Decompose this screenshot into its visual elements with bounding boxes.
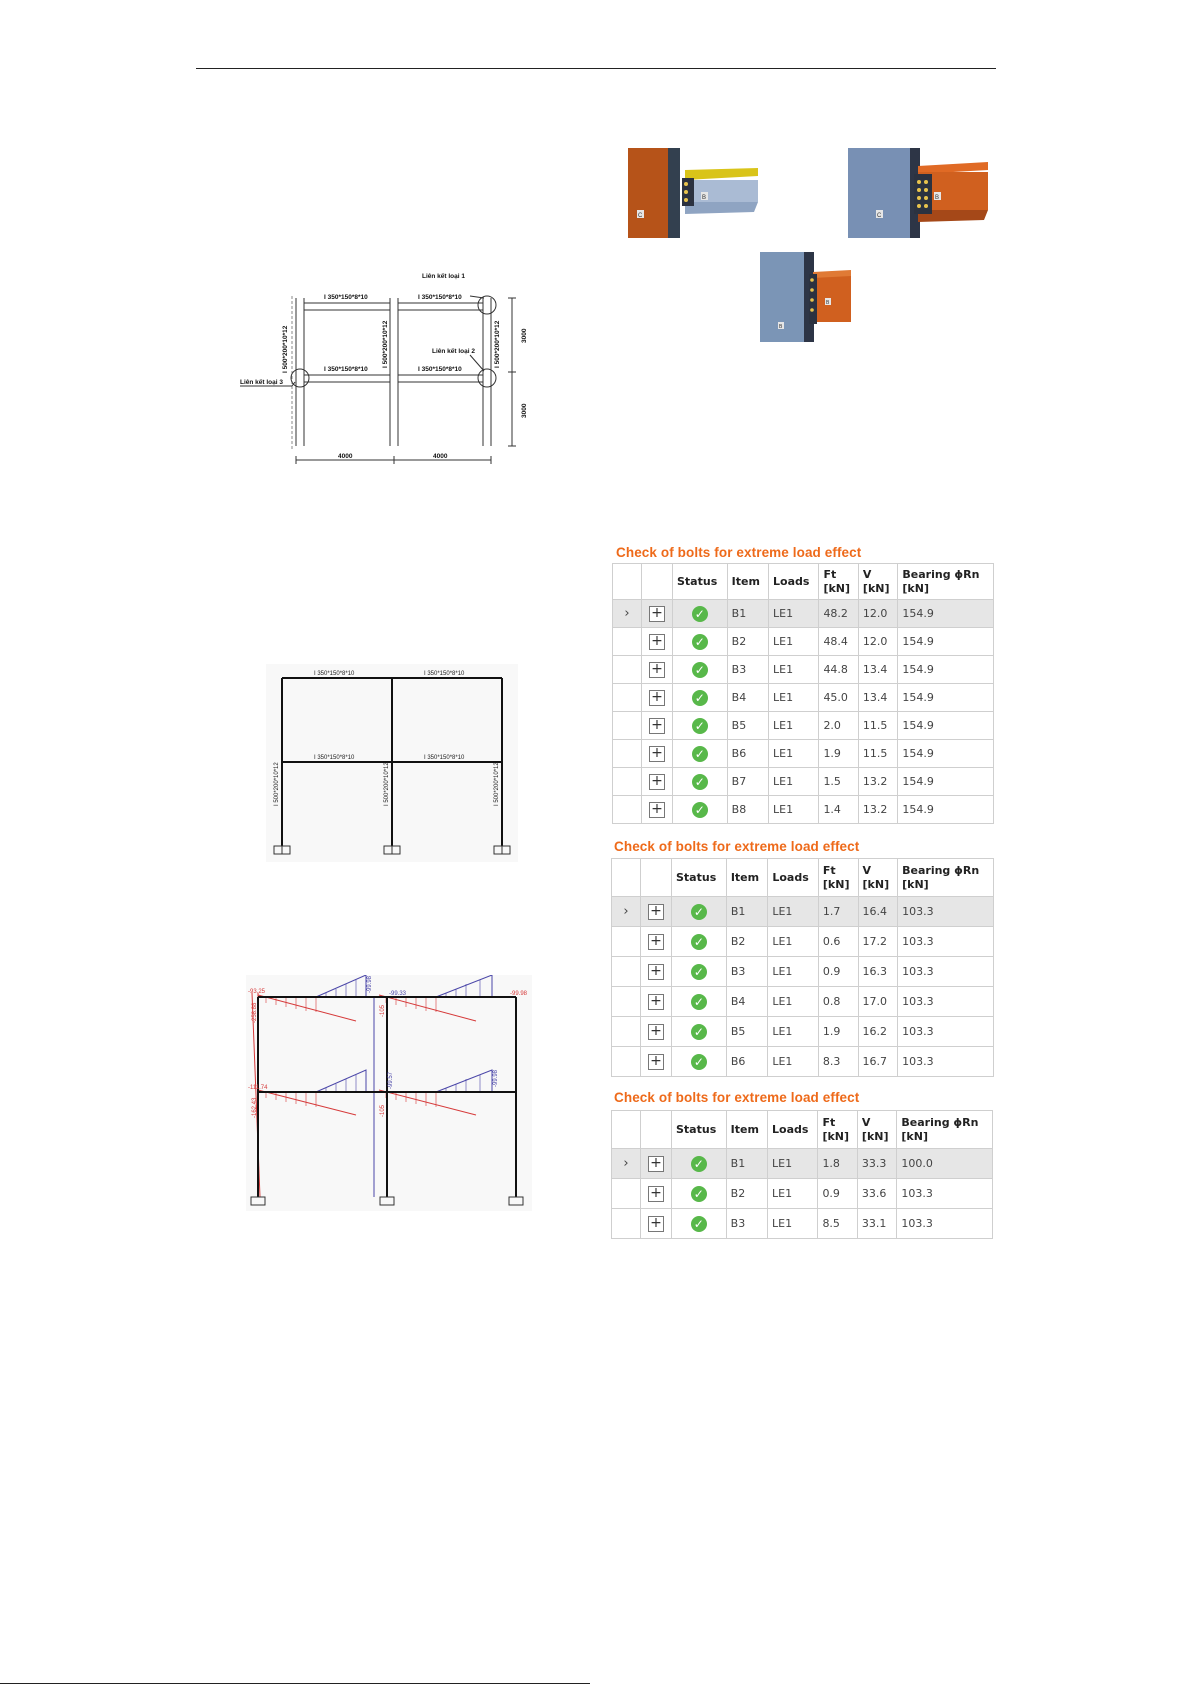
moment-value: -99.98 <box>493 1069 499 1087</box>
v-cell: 11.5 <box>858 712 897 740</box>
height-dimension: 3000 <box>521 328 528 343</box>
column-label: I 500*200*10*12 <box>274 762 280 806</box>
expand-cell[interactable] <box>642 684 673 712</box>
v-cell: 11.5 <box>858 740 897 768</box>
ft-cell: 0.9 <box>818 957 858 987</box>
header-ft: Ft [kN] <box>818 859 858 897</box>
height-dimension: 3000 <box>521 403 528 418</box>
v-cell: 33.6 <box>857 1179 896 1209</box>
plus-box-icon[interactable]: + <box>649 690 665 706</box>
header-arrow <box>613 564 642 600</box>
member-label: B <box>779 324 783 330</box>
moment-value: -99.98 <box>367 975 373 993</box>
status-cell <box>672 897 727 927</box>
loads-cell: LE1 <box>769 768 819 796</box>
v-cell: 12.0 <box>858 628 897 656</box>
header-status: Status <box>672 859 727 897</box>
beam-label: I 350*150*8*10 <box>418 294 462 301</box>
item-cell: B4 <box>726 987 768 1017</box>
expand-cell[interactable] <box>642 628 673 656</box>
check-circle-icon: ✓ <box>691 1024 707 1040</box>
item-cell: B3 <box>727 656 768 684</box>
item-cell: B5 <box>727 712 768 740</box>
check-circle-icon: ✓ <box>692 606 708 622</box>
loads-cell: LE1 <box>769 628 819 656</box>
bolt-check-table <box>611 858 994 1077</box>
check-circle-icon: ✓ <box>692 802 708 818</box>
table-row[interactable] <box>612 987 994 1017</box>
bearing-cell: 154.9 <box>898 712 994 740</box>
row-pointer-cell <box>613 684 642 712</box>
table-row[interactable] <box>613 684 994 712</box>
check-circle-icon: ✓ <box>691 1186 707 1202</box>
check-circle-icon: ✓ <box>691 934 707 950</box>
expand-cell[interactable] <box>641 957 672 987</box>
beam-label: I 350*150*8*10 <box>324 294 368 301</box>
bearing-cell: 154.9 <box>898 796 994 824</box>
member-label: B <box>935 195 940 201</box>
header-v: V [kN] <box>857 1111 896 1149</box>
plus-box-icon[interactable]: + <box>649 606 665 622</box>
expand-cell[interactable] <box>641 1017 672 1047</box>
header-status: Status <box>673 564 728 600</box>
loads-cell: LE1 <box>768 987 819 1017</box>
expand-cell[interactable] <box>642 656 673 684</box>
check-circle-icon: ✓ <box>691 1054 707 1070</box>
v-cell: 17.2 <box>858 927 898 957</box>
plus-box-icon[interactable]: + <box>648 1216 664 1232</box>
bearing-cell: 103.3 <box>897 1209 993 1239</box>
check-circle-icon: ✓ <box>691 1156 707 1172</box>
moment-value: -258.88 <box>252 1002 258 1023</box>
moment-value: -162.43 <box>252 1097 258 1118</box>
bearing-cell: 154.9 <box>898 768 994 796</box>
expand-cell[interactable] <box>642 740 673 768</box>
table-row[interactable] <box>613 628 994 656</box>
row-pointer-cell <box>613 796 642 824</box>
item-cell: B2 <box>726 1179 767 1209</box>
row-pointer-cell <box>613 656 642 684</box>
item-cell: B5 <box>726 1017 768 1047</box>
v-cell: 13.2 <box>858 796 897 824</box>
check-circle-icon: ✓ <box>692 746 708 762</box>
footer-rule <box>0 1683 590 1684</box>
item-cell: B4 <box>727 684 768 712</box>
bearing-cell: 154.9 <box>898 628 994 656</box>
loads-cell: LE1 <box>768 957 819 987</box>
status-cell <box>673 628 728 656</box>
plus-box-icon[interactable]: + <box>648 964 664 980</box>
header-loads: Loads <box>768 1111 818 1149</box>
column-label: I 500*200*10*12 <box>494 320 501 368</box>
check-circle-icon: ✓ <box>692 690 708 706</box>
expand-cell[interactable] <box>641 987 672 1017</box>
plus-box-icon[interactable]: + <box>649 634 665 650</box>
row-pointer-cell <box>612 1017 641 1047</box>
plus-box-icon[interactable]: + <box>648 1024 664 1040</box>
status-cell <box>673 768 728 796</box>
loads-cell: LE1 <box>769 796 819 824</box>
header-ft: Ft [kN] <box>818 1111 857 1149</box>
table-title: Check of bolts for extreme load effect <box>614 1090 860 1105</box>
moment-value: -99.33 <box>389 991 407 997</box>
ft-cell: 2.0 <box>819 712 858 740</box>
moment-value: -99.57 <box>388 1071 394 1089</box>
header-expand <box>641 859 672 897</box>
expand-cell[interactable] <box>641 1149 672 1179</box>
bearing-cell: 100.0 <box>897 1149 993 1179</box>
row-pointer-cell <box>612 927 641 957</box>
status-cell <box>673 740 728 768</box>
v-cell: 16.3 <box>858 957 898 987</box>
check-circle-icon: ✓ <box>691 1216 707 1232</box>
header-v: V [kN] <box>858 859 898 897</box>
bolt-check-table <box>611 1110 993 1239</box>
plus-box-icon[interactable]: + <box>648 904 664 920</box>
moment-diagram <box>246 975 532 1211</box>
status-cell <box>672 957 727 987</box>
header-arrow <box>612 1111 641 1149</box>
row-pointer-cell <box>612 897 641 927</box>
table-row[interactable] <box>613 600 994 628</box>
plus-box-icon[interactable]: + <box>649 774 665 790</box>
connection-label: Liên kết loại 1 <box>422 273 465 280</box>
v-cell: 17.0 <box>858 987 898 1017</box>
member-label: B <box>826 300 830 306</box>
loads-cell: LE1 <box>769 740 819 768</box>
column-label: I 500*200*10*12 <box>282 325 289 373</box>
moment-value: -93.25 <box>248 989 266 995</box>
check-circle-icon: ✓ <box>692 634 708 650</box>
loads-cell: LE1 <box>768 897 819 927</box>
expand-cell[interactable] <box>641 897 672 927</box>
status-cell <box>672 987 727 1017</box>
header-expand <box>641 1111 672 1149</box>
frame-model-drawing <box>266 664 518 862</box>
status-cell <box>673 712 728 740</box>
header-bearing: Bearing ϕRn [kN] <box>897 1111 993 1149</box>
bearing-cell: 154.9 <box>898 600 994 628</box>
expand-cell[interactable] <box>642 600 673 628</box>
beam-label: I 350*150*8*10 <box>424 671 465 677</box>
status-cell <box>673 684 728 712</box>
table-title: Check of bolts for extreme load effect <box>616 545 862 560</box>
plus-box-icon[interactable]: + <box>649 746 665 762</box>
expand-cell[interactable] <box>642 712 673 740</box>
ft-cell: 8.3 <box>818 1047 858 1077</box>
header-item: Item <box>726 1111 767 1149</box>
expand-cell[interactable] <box>641 1209 672 1239</box>
beam-label: I 350*150*8*10 <box>324 366 368 373</box>
ft-cell: 1.5 <box>819 768 858 796</box>
span-dimension: 4000 <box>338 453 353 460</box>
ft-cell: 0.9 <box>818 1179 857 1209</box>
row-pointer-cell <box>613 740 642 768</box>
header-item: Item <box>727 564 768 600</box>
item-cell: B3 <box>726 1209 767 1239</box>
bearing-cell: 103.3 <box>898 987 994 1017</box>
header-bearing: Bearing ϕRn [kN] <box>898 859 994 897</box>
row-pointer-cell <box>612 987 641 1017</box>
v-cell: 13.4 <box>858 656 897 684</box>
ft-cell: 1.8 <box>818 1149 857 1179</box>
table-row[interactable] <box>612 1179 993 1209</box>
status-cell <box>673 796 728 824</box>
table-row[interactable] <box>613 740 994 768</box>
ft-cell: 1.7 <box>818 897 858 927</box>
v-cell: 13.2 <box>858 768 897 796</box>
beam-label: I 350*150*8*10 <box>424 755 465 761</box>
beam-label: I 350*150*8*10 <box>418 366 462 373</box>
check-circle-icon: ✓ <box>691 904 707 920</box>
ft-cell: 0.8 <box>818 987 858 1017</box>
bearing-cell: 103.3 <box>898 927 994 957</box>
chevron-right-icon: › <box>623 1156 629 1171</box>
ft-cell: 44.8 <box>819 656 858 684</box>
status-cell <box>672 1209 727 1239</box>
status-cell <box>672 927 727 957</box>
moment-value: -111.74 <box>248 1085 268 1091</box>
v-cell: 16.4 <box>858 897 898 927</box>
loads-cell: LE1 <box>769 600 819 628</box>
expand-cell[interactable] <box>641 1179 672 1209</box>
row-pointer-cell <box>613 600 642 628</box>
ft-cell: 48.2 <box>819 600 858 628</box>
moment-value: -105 <box>380 1104 386 1117</box>
header-bearing: Bearing ϕRn [kN] <box>898 564 994 600</box>
check-circle-icon: ✓ <box>691 964 707 980</box>
table-row[interactable] <box>612 1149 993 1179</box>
check-circle-icon: ✓ <box>692 662 708 678</box>
bearing-cell: 103.3 <box>898 897 994 927</box>
plus-box-icon[interactable]: + <box>648 1054 664 1070</box>
status-cell <box>672 1149 727 1179</box>
frame-detail-drawing <box>240 268 540 470</box>
v-cell: 33.1 <box>857 1209 896 1239</box>
bearing-cell: 103.3 <box>898 1017 994 1047</box>
item-cell: B6 <box>726 1047 768 1077</box>
header-expand <box>642 564 673 600</box>
item-cell: B1 <box>726 1149 767 1179</box>
row-pointer-cell <box>612 1209 641 1239</box>
item-cell: B2 <box>726 927 768 957</box>
member-label: C <box>877 213 882 219</box>
loads-cell: LE1 <box>769 712 819 740</box>
plus-box-icon[interactable]: + <box>649 802 665 818</box>
plus-box-icon[interactable]: + <box>648 934 664 950</box>
bearing-cell: 154.9 <box>898 740 994 768</box>
bearing-cell: 103.3 <box>898 957 994 987</box>
table-row[interactable] <box>613 712 994 740</box>
bearing-cell: 154.9 <box>898 684 994 712</box>
beam-label: I 350*150*8*10 <box>314 671 355 677</box>
moment-value: -105 <box>380 1004 386 1017</box>
table-row[interactable] <box>612 1047 994 1077</box>
header-v: V [kN] <box>858 564 897 600</box>
plus-box-icon[interactable]: + <box>648 1186 664 1202</box>
item-cell: B1 <box>727 600 768 628</box>
header-loads: Loads <box>768 859 819 897</box>
header-status: Status <box>672 1111 727 1149</box>
bearing-cell: 103.3 <box>897 1179 993 1209</box>
connection-renders <box>628 148 988 343</box>
ft-cell: 1.9 <box>818 1017 858 1047</box>
chevron-right-icon: › <box>623 904 629 919</box>
column-label: I 500*200*10*12 <box>382 320 389 368</box>
header-loads: Loads <box>769 564 819 600</box>
member-label: B <box>702 195 707 201</box>
bearing-cell: 154.9 <box>898 656 994 684</box>
ft-cell: 1.4 <box>819 796 858 824</box>
status-cell <box>672 1047 727 1077</box>
header-arrow <box>612 859 641 897</box>
v-cell: 16.2 <box>858 1017 898 1047</box>
table-row[interactable] <box>613 656 994 684</box>
row-pointer-cell <box>612 1149 641 1179</box>
ft-cell: 8.5 <box>818 1209 857 1239</box>
table-title: Check of bolts for extreme load effect <box>614 839 860 854</box>
header-item: Item <box>726 859 768 897</box>
chevron-right-icon: › <box>624 606 630 621</box>
loads-cell: LE1 <box>769 656 819 684</box>
connection-label: Liên kết loại 2 <box>432 348 475 355</box>
item-cell: B1 <box>726 897 768 927</box>
table-row[interactable] <box>612 897 994 927</box>
table-row[interactable] <box>612 957 994 987</box>
loads-cell: LE1 <box>768 1179 818 1209</box>
expand-cell[interactable] <box>642 796 673 824</box>
status-cell <box>673 656 728 684</box>
table-row[interactable] <box>612 1017 994 1047</box>
table-row[interactable] <box>612 927 994 957</box>
ft-cell: 48.4 <box>819 628 858 656</box>
loads-cell: LE1 <box>768 1209 818 1239</box>
column-label: I 500*200*10*12 <box>494 762 500 806</box>
ft-cell: 1.9 <box>819 740 858 768</box>
v-cell: 33.3 <box>857 1149 896 1179</box>
expand-cell[interactable] <box>641 927 672 957</box>
header-rule <box>196 68 996 69</box>
item-cell: B7 <box>727 768 768 796</box>
header-ft: Ft [kN] <box>819 564 858 600</box>
check-circle-icon: ✓ <box>691 994 707 1010</box>
expand-cell[interactable] <box>641 1047 672 1077</box>
status-cell <box>672 1017 727 1047</box>
item-cell: B6 <box>727 740 768 768</box>
check-circle-icon: ✓ <box>692 774 708 790</box>
plus-box-icon[interactable]: + <box>649 718 665 734</box>
span-dimension: 4000 <box>433 453 448 460</box>
status-cell <box>672 1179 727 1209</box>
v-cell: 16.7 <box>858 1047 898 1077</box>
check-circle-icon: ✓ <box>692 718 708 734</box>
v-cell: 13.4 <box>858 684 897 712</box>
plus-box-icon[interactable]: + <box>649 662 665 678</box>
bolt-check-table <box>612 563 994 824</box>
table-row[interactable] <box>613 796 994 824</box>
plus-box-icon[interactable]: + <box>648 994 664 1010</box>
connection-label: Liên kết loại 3 <box>240 379 283 386</box>
ft-cell: 45.0 <box>819 684 858 712</box>
row-pointer-cell <box>613 628 642 656</box>
loads-cell: LE1 <box>769 684 819 712</box>
row-pointer-cell <box>612 957 641 987</box>
plus-box-icon[interactable]: + <box>648 1156 664 1172</box>
column-label: I 500*200*10*12 <box>384 762 390 806</box>
loads-cell: LE1 <box>768 927 819 957</box>
status-cell <box>673 600 728 628</box>
row-pointer-cell <box>613 712 642 740</box>
item-cell: B3 <box>726 957 768 987</box>
loads-cell: LE1 <box>768 1047 819 1077</box>
loads-cell: LE1 <box>768 1149 818 1179</box>
item-cell: B2 <box>727 628 768 656</box>
item-cell: B8 <box>727 796 768 824</box>
bearing-cell: 103.3 <box>898 1047 994 1077</box>
expand-cell[interactable] <box>642 768 673 796</box>
beam-label: I 350*150*8*10 <box>314 755 355 761</box>
table-row[interactable] <box>613 768 994 796</box>
ft-cell: 0.6 <box>818 927 858 957</box>
row-pointer-cell <box>612 1047 641 1077</box>
row-pointer-cell <box>613 768 642 796</box>
row-pointer-cell <box>612 1179 641 1209</box>
moment-value: -99.98 <box>510 991 528 997</box>
table-row[interactable] <box>612 1209 993 1239</box>
member-label: C <box>638 213 643 219</box>
v-cell: 12.0 <box>858 600 897 628</box>
loads-cell: LE1 <box>768 1017 819 1047</box>
